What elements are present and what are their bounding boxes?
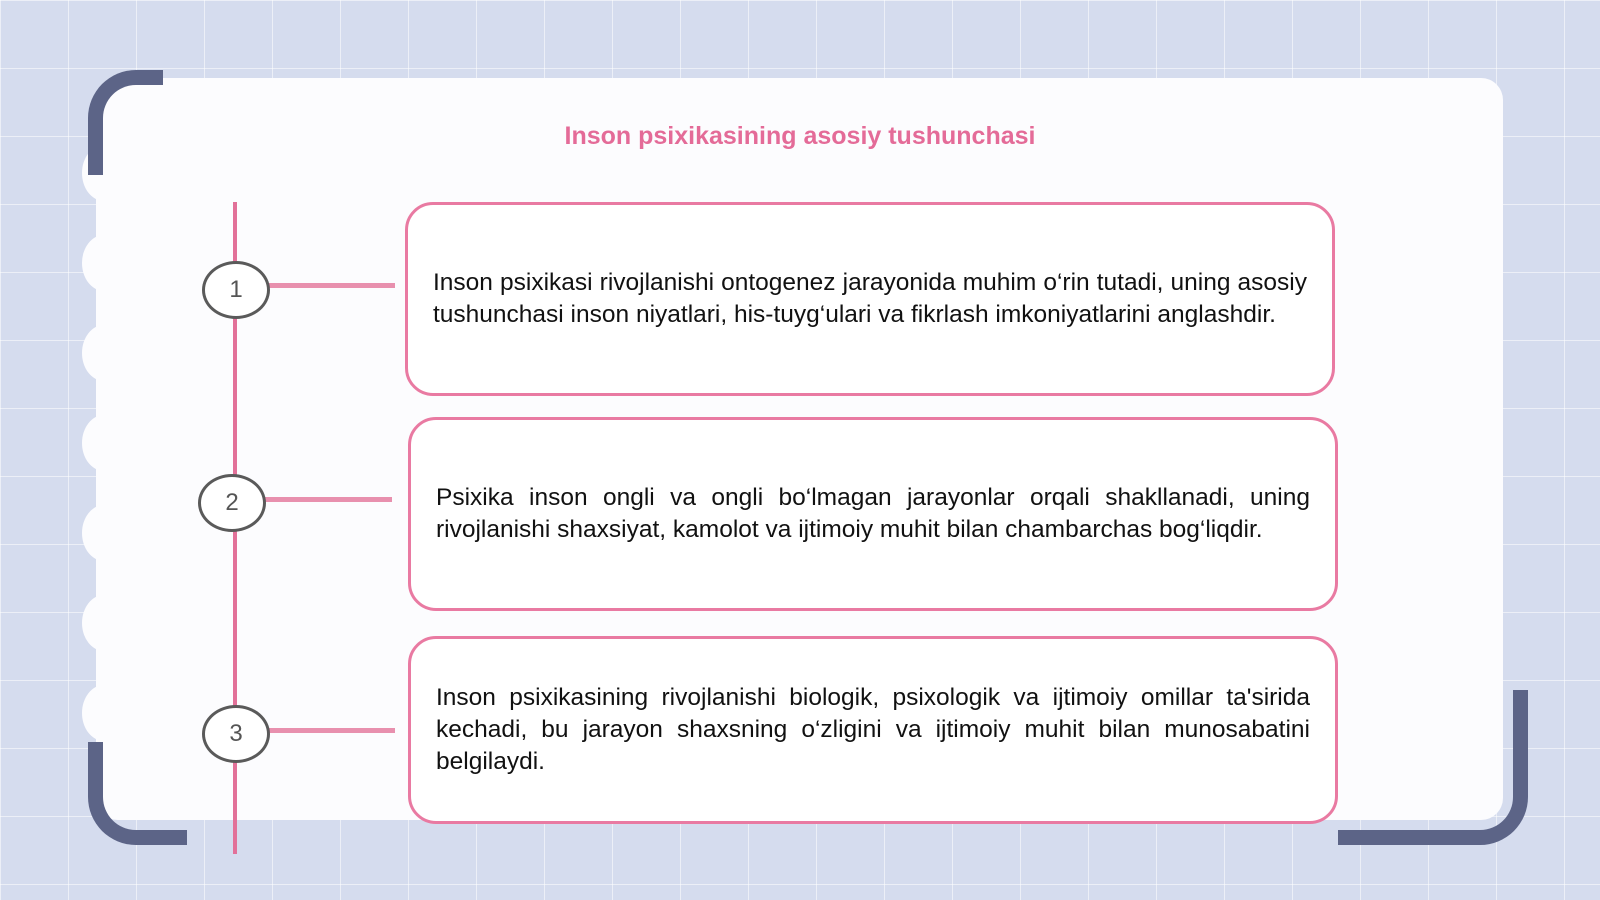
step-text-box bbox=[408, 636, 1338, 824]
step-connector bbox=[265, 283, 395, 288]
step-number: 1 bbox=[229, 276, 243, 303]
step-text: Psixika inson ongli va ongli bo‘lmagan jarayonlar orqali shakllanadi, uning rivojlanishi shaxsiyat, kamolot va ijtimoiy muhit bilan chambarchas bog‘liqdir. bbox=[436, 484, 1310, 543]
notebook-scallop bbox=[82, 415, 126, 471]
notebook-scallop bbox=[82, 685, 126, 741]
step-connector bbox=[262, 497, 392, 502]
notebook-scallop bbox=[82, 325, 126, 381]
corner-bracket-bottom-left bbox=[88, 742, 187, 845]
step-text: Inson psixikasining rivojlanishi biologik, psixologik va ijtimoiy omillar ta'sirida kechadi, bu jarayon shaxsning o‘zligini va ijtimoiy muhit bilan munosabatini belgilaydi. bbox=[436, 684, 1310, 775]
corner-bracket-top-left bbox=[88, 70, 163, 175]
step-number: 2 bbox=[225, 489, 239, 516]
step-number: 3 bbox=[229, 720, 243, 747]
step-number-badge bbox=[198, 474, 266, 532]
step-number-badge bbox=[202, 261, 270, 319]
step-number-badge bbox=[202, 705, 270, 763]
notebook-scallop bbox=[82, 505, 126, 561]
step-connector bbox=[265, 728, 395, 733]
corner-bracket-bottom-right bbox=[1338, 690, 1528, 845]
notebook-scallop bbox=[82, 235, 126, 291]
slide-title: Inson psixikasining asosiy tushunchasi bbox=[564, 122, 1036, 150]
step-text-box bbox=[408, 417, 1338, 611]
notebook-scallop bbox=[82, 595, 126, 651]
step-text: Inson psixikasi rivojlanishi ontogenez jarayonida muhim o‘rin tutadi, uning asosiy tushunchasi inson niyatlari, his-tuyg‘ulari va fikrlash imkoniyatlarini anglashdir. bbox=[433, 269, 1307, 328]
step-text-box bbox=[405, 202, 1335, 396]
